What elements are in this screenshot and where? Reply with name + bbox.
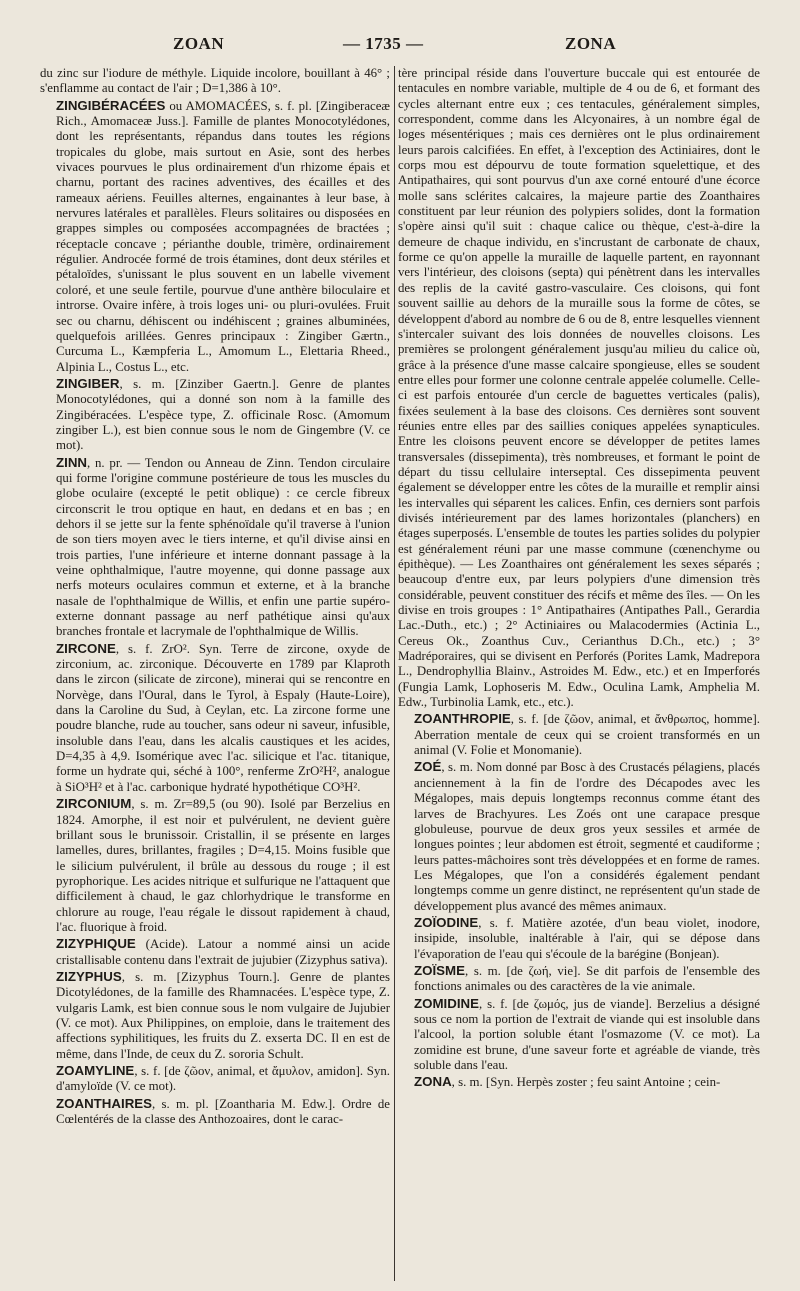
entry-zinn xyxy=(40,455,390,640)
headword: ZOÏSME xyxy=(414,962,465,978)
right-column xyxy=(398,66,760,1091)
entry-zircone xyxy=(40,641,390,795)
entry-text: (Acide). Latour a nommé ainsi un acide cristallisable contenu dans l'extrait de jujubier (Zizyphus sativa). xyxy=(56,937,390,967)
entry-text: , s. m. pl. [Zoantharia M. Edw.]. Ordre de Cœlentérés de la classe des Anthozoaires, dont le carac- xyxy=(56,1096,390,1127)
headword: ZINGIBER xyxy=(56,375,120,391)
entry-text: , s. m. Nom donné par Bosc à des Crustacés pélagiens, placés anciennement à la fin de l'ordre des Décapodes avec les Mégalopes, mais depuis longtemps reconnus comme étant des larves de Brachyures. Les Zoés ont une carapace presque globuleuse, pourvue de deux gros yeux sessiles et armée de longues pointes ; leur abdomen est étroit, segmenté et caudiforme ; leurs pattes-mâchoires sont très développées et en forme de rames. Les Mégalopes, que l'on a considérés également pendant longtemps comme un genre distinct, ne représentent qu'un stade de développement plus avancé des mêmes animaux. xyxy=(414,760,760,913)
entry-text: , s. f. [de ζῶον, animal, et ἄμυλον, amidon]. Syn. d'amyloïde (V. ce mot). xyxy=(56,1064,390,1094)
entry-zoe xyxy=(398,759,760,913)
entry-text: , s. m. [Zizyphus Tourn.]. Genre de plantes Dicotylédones, de la famille des Rhamnacées. L'espèce type, Z. vulgaris Lamk, est bien connue sous le nom vulgaire de Jujubier (V. ce mot). Aux Philippines, on emploie, dans le traitement des affections syphilitiques, les fruits du Z. exserta DC. Il en est de même, dans l'Inde, de ceux du Z. sororia Schult. xyxy=(56,969,390,1061)
entry-zona xyxy=(398,1074,760,1090)
entry-zizyphique xyxy=(40,936,390,968)
headword: ZOAMYLINE xyxy=(56,1063,135,1078)
headword: ZONA xyxy=(414,1074,452,1090)
entry-continuation xyxy=(398,66,760,710)
headword: ZOMIDINE xyxy=(414,995,480,1011)
column-divider xyxy=(394,66,395,1281)
entry-zomidine xyxy=(398,996,760,1074)
headword: ZOANTHAIRES xyxy=(56,1095,153,1111)
entry-zizyphus xyxy=(40,969,390,1062)
entry-text: , s. f. [de ζῶον, animal, et ἄνθρωπος, homme]. Aberration mentale de ceux qui se croient transformés en un animal (V. Folie et Monomanie). xyxy=(414,712,760,758)
entry-text: , s. f. Matière azotée, d'un beau violet, inodore, insipide, insoluble, inaltérable à l'air, qui se dépose dans l'évaporation de l'eau qui s'écoule de la barégine (Bonjean). xyxy=(414,915,760,961)
entry-zoiodine xyxy=(398,915,760,962)
headword: ZIRCONIUM xyxy=(56,796,132,812)
entry-zirconium xyxy=(40,796,390,935)
entry-zingiberacees xyxy=(40,98,390,375)
headword: ZIZYPHIQUE xyxy=(56,936,136,952)
entry-zoanthropie xyxy=(398,711,760,758)
page-header xyxy=(0,34,800,58)
entry-continuation xyxy=(40,66,390,97)
headword: ZOÉ xyxy=(414,759,442,775)
headword: ZINN xyxy=(56,454,88,470)
entry-text: , s. m. [Zinziber Gaertn.]. Genre de plantes Monocotylédones, qui a donné son nom à la famille des Zingibéracées. L'espèce type, Z. officinale Rosc. (Amomum zingiber L.), est bien connue sous le nom de Gingembre (V. ce mot). xyxy=(56,376,390,453)
headword: ZINGIBÉRACÉES xyxy=(56,97,166,113)
headword: ZOANTHROPIE xyxy=(414,711,511,727)
headword: ZOÏODINE xyxy=(414,914,479,930)
entry-text: , s. m. Zr=89,5 (ou 90). Isolé par Berzelius en 1824. Amorphe, il est noir et pulvérulent, ne devient guère brillant sous le brunissoir. Cristallin, il se présente en larges lamelles, dures, brillantes, fragiles ; D=4,15. Moins fusible que le silicium pulvérulent, il brûle au dessous du rouge ; il est pyrophorique. Les acides nitrique et sulfurique ne l'attaquent que difficilement à chaud, le gaz chlorhydrique le transforme en chlorure au rouge, l'eau régale le dissout rapidement à chaud, l'ac. fluorique à froid. xyxy=(56,797,390,934)
entry-text: , s. m. [Syn. Herpès zoster ; feu saint Antoine ; cein- xyxy=(451,1075,721,1090)
left-column xyxy=(40,66,390,1127)
entry-text: , s. f. [de ζωμός, jus de viande]. Berzelius a désigné sous ce nom la portion de l'extrait de viande qui est insoluble dans l'alcool, la portion soluble étant l'osmazome (V. ce mot). La zomidine est brune, d'une saveur forte et agréable de viande, très soluble dans l'eau. xyxy=(414,996,760,1072)
entry-zoanthaires xyxy=(40,1096,390,1128)
entry-text: , s. f. ZrO². Syn. Terre de zircone, oxyde de zirconium, ac. zirconique. Découverte en 1789 par Klaproth dans le zircon (silicate de zircone), minerai qui se rencontre en Norvège, dans l'Oural, dans le Tyrol, à Espaly (Haute-Loire), dans la Caroline du Sud, à Ceylan, etc. La zircone forme une poudre blanche, rude au toucher, sans odeur ni saveur, infusible, insoluble dans l'eau, dans les alcalis caustiques et les acides, D=4,35 à 4,9. Isomérique avec l'ac. silicique et l'ac. titanique, forme un hydrate qui, séché à 100°, renferme ZrO²H², analogue à SiO³H² et à l'ac. carbonique hydraté hypothétique CO³H². xyxy=(56,641,390,794)
running-head-left: ZOAN xyxy=(173,34,225,53)
headword: ZIZYPHUS xyxy=(56,968,122,984)
entry-text: , s. m. [de ζωή, vie]. Se dit parfois de l'ensemble des fonctions animales ou des caractères de la vie animale. xyxy=(414,963,760,994)
entry-text: ou AMOMACÉES, s. f. pl. [Zingiberaceæ Rich., Amomaceæ Juss.]. Famille de plantes Monocotylédones, dont les représentants, répandus dans toutes les régions tropicales du globe, mais surtout en Asie, sont des herbes vivaces pourvues le plus ordinairement d'un rhizome épais et charnu, portant des racines adventives, des écailles et des rameaux aériens. Feuilles alternes, engainantes à leur base, à nervures latérales et parallèles. Fleurs solitaires ou disposées en grappes simples ou composées accompagnées de bractées ; réceptacle concave ; périanthe double, trimère, ordinairement régulier. Androcée formé de trois étamines, dont deux stériles et pétaloïdes, s'unissant le plus souvent en un labelle vivement coloré, et une seule fertile, pourvue d'une anthère biloculaire et introrse. Ovaire infère, à trois loges uni- ou pluri-ovulées. Fruit sec ou charnu, déhiscent ou indéhiscent ; graines albuminées, quelquefois arillées. Genres principaux : Zingiber Gærtn., Curcuma L., Kæmpferia L., Amomum L., Elettaria Rheed., Alpinia L., Costus L., etc. xyxy=(56,98,390,374)
running-head-right: ZONA xyxy=(565,34,617,53)
entry-zingiber xyxy=(40,376,390,454)
entry-zoisme xyxy=(398,963,760,995)
entry-zoamyline xyxy=(40,1063,390,1095)
entry-text: , n. pr. — Tendon ou Anneau de Zinn. Tendon circulaire qui forme l'origine commune postérieure de tous les muscles du globe oculaire (excepté le petit oblique) : ce cercle fibreux circonscrit le trou optique en haut, en dedans et en bas ; en dehors il se jette sur la fente sphénoïdale qu'il traverse à l'union de son tiers moyen avec le tiers interne, et qu'il divise ainsi en trois parties, l'une inférieure et interne donnant passage à la veine ophthalmique, l'autre moyenne, qui donne passage aux nerfs moteurs oculaires commun et externe, et à la branche nasale de l'ophthalmique de Willis, et enfin une partie supéro-externe donnant passage au nerf pathétique ainsi qu'aux branches frontale et lacrymale de l'ophthalmique de Willis. xyxy=(56,455,390,639)
entry-text: du zinc sur l'iodure de méthyle. Liquide incolore, bouillant à 46° ; s'enflamme au contact de l'air ; D=1,386 à 10°. xyxy=(40,66,390,96)
entry-text: tère principal réside dans l'ouverture buccale qui est entourée de tentacules en nombre variable, multiple de 4 ou de 6, et formant des cycles alternant entre eux ; ces tentacules, généralement simples, correspondent, comme dans les Alcyonaires, à un nombre égal de loges mésentériques ; mais ces dernières ont le plus ordinairement leurs parois calcifiées. En effet, à l'exception des Actiniaires, dont le corps mou est dépourvu de toute formation squelettique, et des Antipathaires, qui sont pourvus d'un axe corné entouré d'une écorce molle sans sclérites calcaires, la majeure partie des Zoanthaires constituent par leur réunion des polypiers solides, dont la formation s'opère ainsi qu'il suit : chaque calice ou thèque, c'est-à-dire la demeure de chaque individu, en s'incrustant de carbonate de chaux, forme ce qu'on appelle la muraille de laquelle partent, en rayonnant vers l'intérieur, des cloisons (septa) qui pénètrent dans les intervalles des replis de la cavité gastro-vasculaire. Ces cloisons, qui font souvent saillie au dehors de la muraille sous la forme de côtes, se développent d'abord au nombre de 6 ou de 8, entre lesquelles viennent s'intercaler suivant des lois données de nouvelles cloisons. Les premières se prolongent généralement jusqu'au milieu du calice où, grâce à la présence d'une masse calcaire spongieuse, elles se soudent entre elles pour former une colonne centrale appelée columelle. Celle-ci est parfois entourée d'un cercle de baguettes verticales (palis), fixées seulement à la base des cloisons. Ces dernières sont souvent réunies entre elles par des saillies coniques appelées synapticules. Entre les cloisons peuvent encore se développer de petites lames transversales (dissepimenta), très nombreuses, et formant le point de départ du tissu cellulaire interseptal. Ces dissepimenta peuvent également se développer entre les côtes de la muraille et remplir ainsi les intervalles qui séparent les calices. Enfin, ces derniers sont parfois divisés intérieurement par des lames horizontales (planchers) en étages superposés. L'ensemble de toutes les parties solides du polypier est généralement réuni par une masse commune (cœnenchyme ou épithèque). — Les Zoanthaires ont généralement les sexes séparés ; beaucoup d'entre eux, par leurs polypiers d'une dimension très considérable, peuvent constituer des récifs et même des îles. — On les divise en trois groupes : 1° Antipathaires (Antipathes Pall., Gerardia Lac.-Duth., etc.) ; 2° Actiniaires ou Malacodermies (Actinia L., Cereus Ok., Zoanthus Cuv., Cerianthus D.Ch., etc.) ; 3° Madréporaires, qui se divisent en Perforés (Porites Lamk, Madrepora L., Dendrophyllia Blainv., Astroides M. Edw., etc.) et en Imperforés (Fungia Lamk, Lophoseris M. Edw., Oculina Lamk, Amphelia M. Edw., Turbinolia Lamk, etc., etc.). xyxy=(398,66,761,710)
headword: ZIRCONE xyxy=(56,640,116,656)
page-number: — 1735 — xyxy=(343,34,424,53)
